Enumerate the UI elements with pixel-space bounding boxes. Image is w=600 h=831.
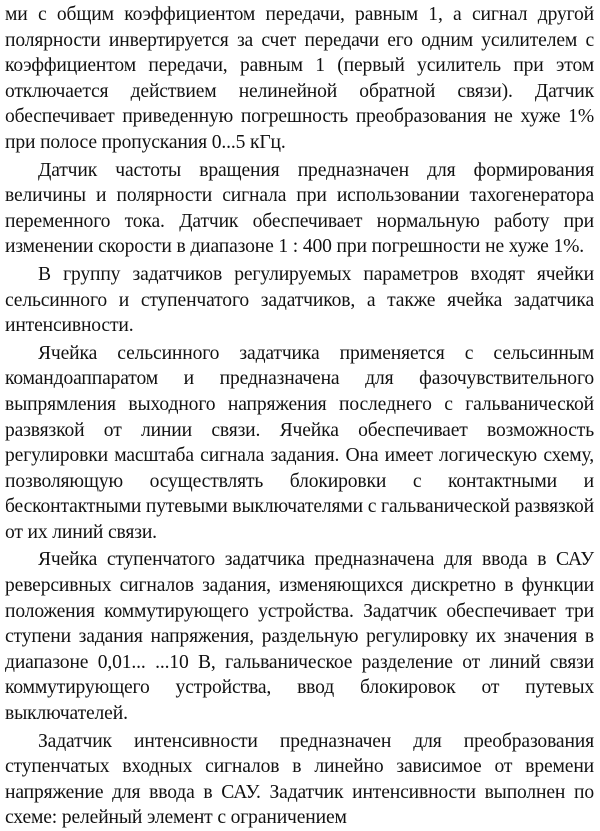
paragraph-4: Ячейка сельсинного задатчика применяется с сельсинным командоаппаратом и предназначена для фазочувствительного выпрямления выходного напряжения последнего с гальванической развязкой от линии связи. Ячейка обеспечивает возможность регулировки масштаба сигнала задания. Она имеет логическую схему, позволяющую осуществлять блокировки с контактными и бесконтактными путевыми выключателями с гальванической развязкой от их линий связи. — [5, 342, 594, 543]
paragraph-5: Ячейка ступенчатого задатчика предназначена для ввода в САУ реверсивных сигналов задания, изменяющихся дискретно в функции положения коммутирующего устройства. Задатчик обеспечивает три ступени задания напряжения, раздельную регулировку их значения в диапазоне 0,01... ...10 В, гальваническое разделение от линий связи коммутирующего устройства, ввод блокировок от путевых выключателей. — [5, 549, 594, 725]
paragraph-1: ми с общим коэффициентом передачи, равным 1, а сигнал другой полярности инвертируется за счет передачи его одним усилителем с коэффициентом передачи, равным 1 (первый усилитель при этом отключается действием нелинейной обратной связи). Датчик обеспечивает приведенную погрешность преобразования не хуже 1% при полосе пропускания 0...5 кГц. — [5, 4, 594, 153]
paragraph-2: Датчик частоты вращения предназначен для формирования величины и полярности сигнала при использовании тахогенератора переменного тока. Датчик обеспечивает нормальную работу при изменении скорости в диапазоне 1 : 400 при погрешности не хуже 1%. — [5, 159, 594, 258]
paragraph-6: Задатчик интенсивности предназначен для преобразования ступенчатых входных сигналов в линейно зависимое от времени напряжение для ввода в САУ. Задатчик интенсивности выполнен по схеме: релейный элемент с ограничением — [5, 730, 594, 829]
paragraph-3: В группу задатчиков регулируемых параметров входят ячейки сельсинного и ступенчатого задатчиков, а также ячейка задатчика интенсивности. — [5, 263, 594, 337]
